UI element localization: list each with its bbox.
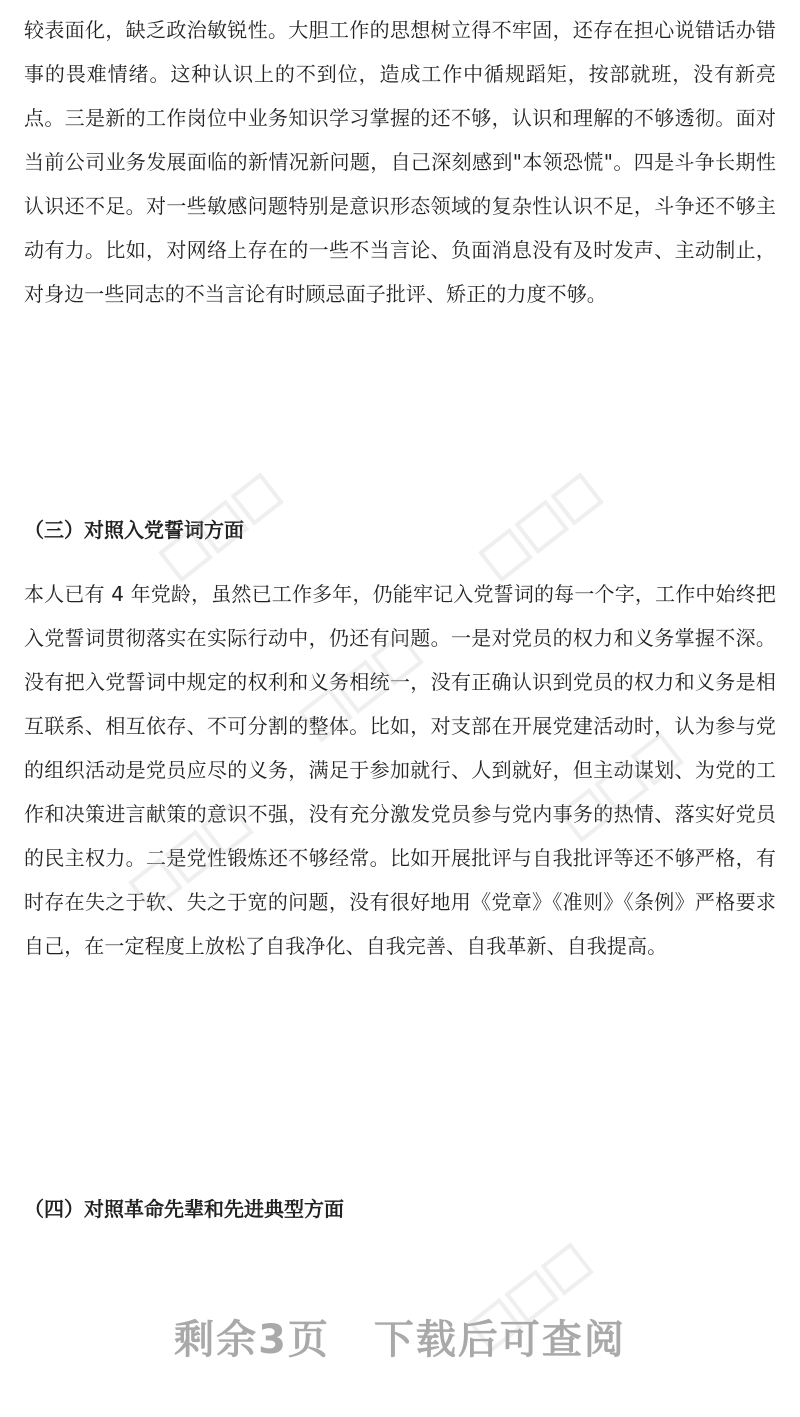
download-prompt-banner[interactable] [0,1310,800,1370]
section-heading-4: （四）对照革命先辈和先进典型方面 [24,1197,344,1221]
body-paragraph-1: 较表面化，缺乏政治敏锐性。大胆工作的思想树立得不牢固，还存在担心说错话办错事的畏难情绪。这种认识上的不到位，造成工作中循规蹈矩，按部就班，没有新亮点。三是新的工作岗位中业务知识学习掌握的还不够，认识和理解的不够透彻。面对当前公司业务发展面临的新情况新问题，自己深刻感到"本领恐慌"。四是斗争长期性认识还不足。对一些敏感问题特别是意识形态领域的复杂性认识不足，斗争还不够主动有力。比如，对网络上存在的一些不当言论、负面消息没有及时发声、主动制止，对身边一些同志的不当言论有时顾忌面子批评、矫正的力度不够。 [24,18,776,306]
watermark-logo [474,468,607,587]
section-heading-3: （三）对照入党誓词方面 [24,518,244,542]
body-paragraph-2: 本人已有 4 年党龄，虽然已工作多年，仍能牢记入党誓词的每一个字，工作中始终把入党誓词贯彻落实在实际行动中，仍还有问题。一是对党员的权力和义务掌握不深。没有把入党誓词中规定的权利和义务相统一，没有正确认识到党员的权力和义务是相互联系、相互依存、不可分割的整体。比如，对支部在开展党建活动时，认为参与党的组织活动是党员应尽的义务，满足于参加就行、人到就好，但主动谋划、为党的工作和决策进言献策的意识不强，没有充分激发党员参与党内事务的热情、落实好党员的民主权力。二是党性锻炼还不够经常。比如开展批评与自我批评等还不够严格，有时存在失之于软、失之于宽的问题，没有很好地用《党章》《准则》《条例》严格要求自己，在一定程度上放松了自我净化、自我完善、自我革新、自我提高。 [24,582,776,958]
download-to-view-text: 下载后可查阅 [373,1317,626,1363]
remaining-pages-text: 剩余3页 [174,1317,330,1363]
